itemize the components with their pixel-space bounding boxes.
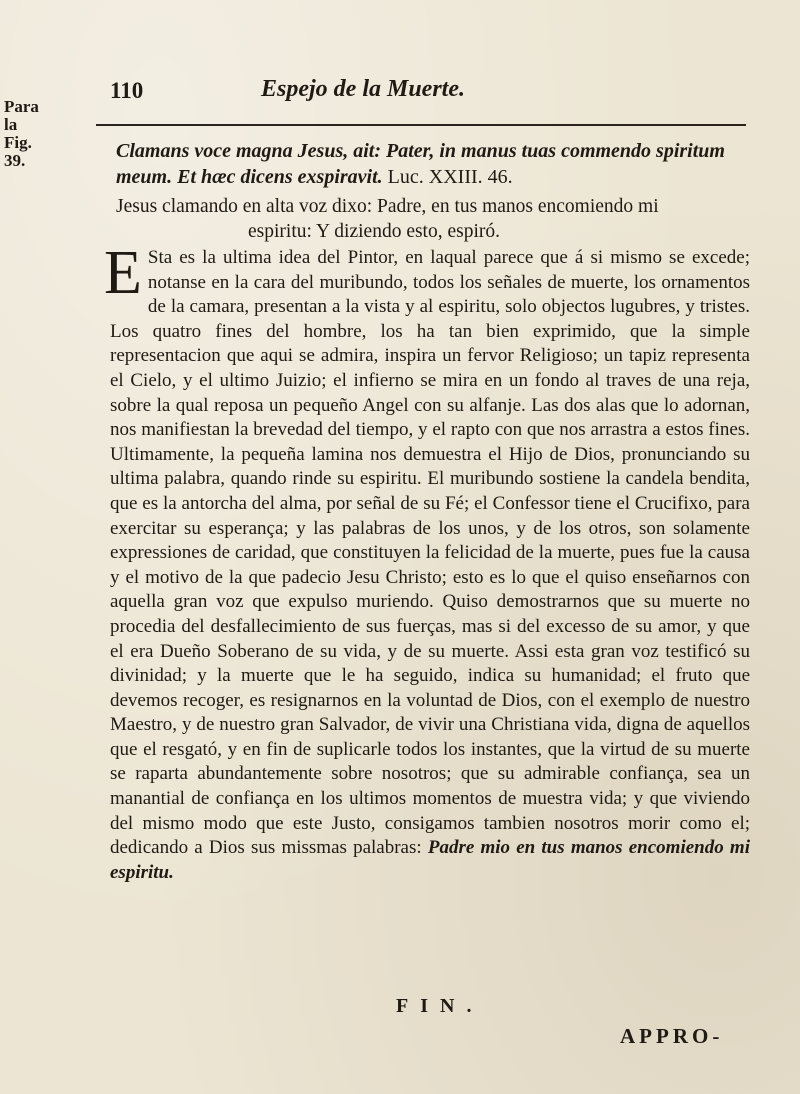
finis: FIN. — [396, 995, 484, 1017]
body-paragraph — [104, 239, 750, 885]
translation-line-1: Jesus clamando en alta voz dixo: Padre, en tus manos encomiendo mi — [116, 196, 659, 217]
margin-note-line-2: Fig. 39. — [4, 133, 32, 170]
main-text-block — [104, 138, 750, 885]
margin-note — [4, 98, 42, 170]
catchword: APPRO- — [620, 1024, 724, 1048]
header-rule — [96, 124, 746, 126]
latin-verse-text: Clamans voce magna Jesus, ait: Pater, in manus tuas commendo spiritum meum. Et hæc dicens exspiravit. — [116, 140, 725, 188]
translation-line-2: espiritu: Y diziendo esto, espiró. — [248, 221, 501, 242]
running-head: Espejo de la Muerte. — [261, 76, 465, 102]
latin-verse — [116, 138, 750, 190]
closing-quote: Padre mio en tus manos encomiendo mi espiritu. — [110, 837, 750, 883]
body-text: Sta es la ultima idea del Pintor, en laqual parece que á si mismo se excede; notanse en la cara del muribundo, todos los señales de muerte, los ornamentos de la camara, presentan a la vista y al espiritu, solo objectos lugubres, y tristes. Los quatro fines del hombre, los ha tan bien exprimido, que la simple representacion que aqui se admira, inspira un fervor Religioso; un tapiz representa el Cielo, y el ultimo Juizio; el infierno se mira en un fondo al traves de una reja, sobre la qual reposa un pequeño Angel con su alfanje. Las dos alas que lo adornan, nos manifiestan la brevedad del tiempo, y el rapto con que nos arrastra a estos fines. Ultimamente, la pequeña lamina nos demuestra el Hijo de Dios, pronunciando su ultima palabra, quando rinde su espiritu. El muribundo sostiene la candela bendita, que es la antorcha del alma, por señal de su Fé; el Confessor tiene el Crucifixo, para exercitar su esperança; y las palabras de los unos, y de los otros, son solamente expressiones de caridad, que constituyen la felicidad de la muerte, pues fue la causa y el motivo de la que padecio Jesu Christo; esto es lo que el quiso enseñarnos con aquella gran voz que expulso muriendo. Quiso demostrarnos que su muerte no procedia del desfallecimiento de sus fuerças, mas si del excesso de su amor, y que el era Dueño Soberano de su vida, y de su muerte. Assi esta gran voz testificó su divinidad; y la muerte que le ha seguido, indica su humanidad; el fruto que devemos recoger, es resignarnos en la voluntad de Dios, con el exemplo de nuestro Maestro, y de nuestro gran Salvador, de vivir una Christiana vida, digna de aquellos que el resgató, y en fin de suplicarle todos los instantes, que la virtud de su muerte se raparta abundantemente sobre nosotros; que su admirable confiança, sea un manantial de confiança en los ultimos momentos de muestra vida; y que viviendo del mismo modo que este Justo, consigamos tambien nosotros morir como el; dedicando a Dios sus missmas palabras: — [110, 247, 750, 859]
page-header — [96, 78, 736, 112]
page-number: 110 — [110, 78, 144, 103]
spanish-translation — [116, 194, 750, 244]
drop-cap: E — [104, 239, 142, 307]
margin-note-line-1: Para la — [4, 97, 39, 134]
verse-reference: Luc. XXIII. 46. — [387, 166, 513, 188]
